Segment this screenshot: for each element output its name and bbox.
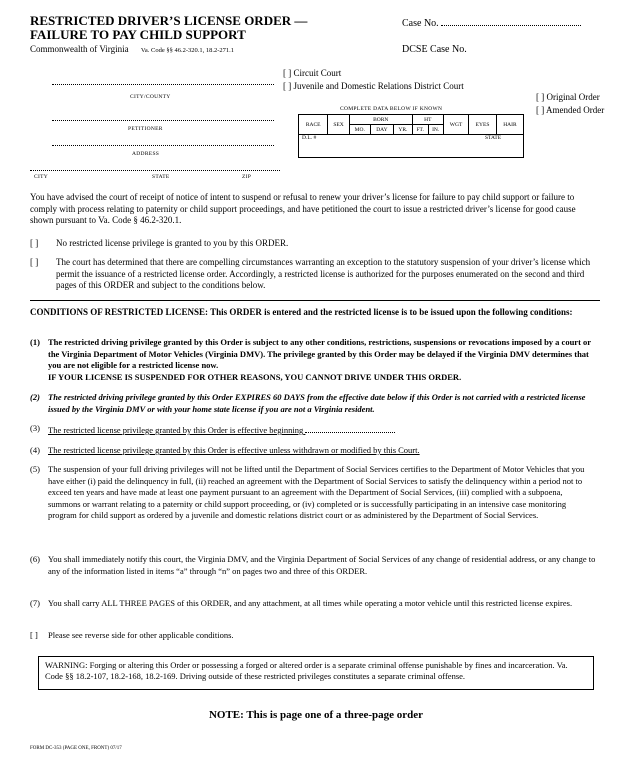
- intro-paragraph: You have advised the court of receipt of notice of intent to suspend or refusal to renew your driver’s license for failure to pay child support or failure to comply with process relating to paternity or child support proceedings, and have petitioned the court to issue a restricted driver’s license for good cause shown pursuant to Va. Code § 46.2-320.1.: [30, 192, 576, 225]
- condition-6-text: You shall immediately notify this court, the Virginia DMV, and the Virginia Department of Social Services of any change of residential address, or any change to any of the information listed in items “a” through “n” on pages two and three of this ORDER.: [48, 554, 596, 576]
- col-wgt: WGT: [443, 115, 468, 135]
- condition-3-text: The restricted license privilege granted by this Order is effective beginning: [48, 425, 304, 435]
- license-granted-checkbox[interactable]: [ ]: [30, 257, 39, 267]
- dcse-case-number-label: DCSE Case No.: [402, 44, 467, 55]
- dl-field[interactable]: [299, 135, 524, 158]
- title-line-1: RESTRICTED DRIVER’S LICENSE ORDER —: [30, 13, 308, 28]
- col-hair: HAIR: [496, 115, 523, 135]
- col-eyes: EYES: [469, 115, 497, 135]
- dl-state-label: STATE: [485, 135, 502, 141]
- demographics-table: [298, 114, 524, 158]
- original-order-label: Original Order: [546, 92, 600, 102]
- condition-1-caps: IF YOUR LICENSE IS SUSPENDED FOR OTHER REASONS, YOU CANNOT DRIVE UNDER THIS ORDER.: [48, 371, 462, 382]
- city-state-zip-field[interactable]: [30, 170, 280, 171]
- sub-mo: MO.: [349, 125, 370, 135]
- case-number-label: Case No.: [402, 18, 439, 29]
- col-race: RACE: [299, 115, 328, 135]
- conditions-heading-rest: This ORDER is entered and the restricted license is to be issued upon the following conditions:: [210, 307, 573, 317]
- condition-1-text: The restricted driving privilege granted by this Order is subject to any other conditions, restrictions, suspensions or revocations imposed by a court or the Virginia Department of Motor Vehicles (Virginia DMV). The privilege granted by this Order may be delayed if the Virginia DMV determines that you are not eligible for a restricted license now.: [48, 337, 591, 370]
- city-county-label: CITY/COUNTY: [130, 94, 171, 100]
- city-county-field[interactable]: [52, 84, 274, 85]
- state-label: STATE: [152, 174, 170, 180]
- sub-ft: FT.: [412, 125, 428, 135]
- col-born: BORN: [349, 115, 412, 125]
- commonwealth-line: [30, 44, 234, 54]
- no-license-option[interactable]: [30, 238, 600, 250]
- conditions-heading: [30, 307, 600, 319]
- address-label: ADDRESS: [132, 151, 160, 157]
- condition-8-text: Please see reverse side for other applicable conditions.: [48, 630, 234, 640]
- petitioner-name-field[interactable]: [52, 120, 274, 121]
- condition-2: (2) The restricted driving privilege granted by this Order EXPIRES 60 DAYS from the effective date below if this Order is not carried with a restricted license issued by the Virginia DMV or with your home state license if you are not a Virginia resident.: [30, 392, 586, 414]
- case-number-row: [402, 16, 581, 29]
- condition-5: (5) The suspension of your full driving privileges will not be lifted until the Department of Social Services certifies to the Department of Motor Vehicles that you have either (i) paid the delinquency in full, (ii) reached an agreement with the Department of Social Services to satisfy the delinquency within a period not to exceed ten years and have made at least one payment pursuant to an agreement with the Department of Social Services, (iii) complied with a subpoena, summons or warrant relating to a paternity or child support proceeding, or (iv) completed or is successfully participating in an intensive case monitoring program for child support as ordered by a juvenile and domestic relations district court or as administered by the Department of Social Services.: [30, 464, 585, 520]
- sub-day: DAY: [370, 125, 393, 135]
- condition-4: (4) The restricted license privilege granted by this Order is effective unless withdrawn or modified by this Court.: [30, 445, 420, 455]
- condition-8: [30, 630, 596, 642]
- effective-date-field[interactable]: [305, 423, 395, 433]
- title-line-2: FAILURE TO PAY CHILD SUPPORT: [30, 27, 246, 42]
- condition-7-text: You shall carry ALL THREE PAGES of this ORDER, and any attachment, at all times while operating a motor vehicle until this restricted license expires.: [48, 598, 573, 608]
- condition-7: (7) You shall carry ALL THREE PAGES of this ORDER, and any attachment, at all times while operating a motor vehicle until this restricted license expires.: [30, 598, 573, 608]
- petitioner-label: PETITIONER: [128, 126, 163, 132]
- form-number: FORM DC-353 (PAGE ONE, FRONT) 07/17: [30, 746, 122, 751]
- case-number-field[interactable]: [441, 16, 581, 26]
- va-code-reference: Va. Code §§ 46.2-320.1, 18.2-271.1: [140, 47, 235, 54]
- circuit-court-option[interactable]: [ ] Circuit Court: [283, 68, 342, 78]
- condition-4-text: The restricted license privilege granted by this Order is effective unless withdrawn or modified by this Court.: [48, 445, 420, 455]
- condition-2-text: The restricted driving privilege granted by this Order EXPIRES 60 DAYS from the effective date below if this Order is not carried with a restricted license issued by the Virginia DMV or with your home state license if you are not a Virginia resident.: [48, 392, 586, 414]
- condition-5-text: The suspension of your full driving privileges will not be lifted until the Department of Social Services certifies to the Department of Motor Vehicles that you have either (i) paid the delinquency in full, (ii) reached an agreement with the Department of Social Services to satisfy the delinquency within a period not to exceed ten years and have made at least one payment pursuant to an agreement with the Department of Social Services, (iii) complied with a subpoena, summons or warrant relating to a paternity or child support proceeding, or (iv) completed or is successfully participating in an intensive case monitoring program for child support as ordered by a juvenile and domestic relations district court or as administered by the Department of Social Services.: [48, 464, 585, 520]
- jdr-court-label: Juvenile and Domestic Relations District Court: [293, 81, 464, 91]
- form-title: [30, 14, 307, 42]
- condition-6: (6) You shall immediately notify this court, the Virginia DMV, and the Virginia Department of Social Services of any change of residential address, or any change to any of the information listed in items “a” through “n” on pages two and three of this ORDER.: [30, 554, 596, 576]
- license-granted-option[interactable]: [30, 257, 600, 292]
- amended-order-option[interactable]: [ ] Amended Order: [536, 105, 605, 115]
- section-divider: [30, 300, 600, 301]
- no-license-checkbox[interactable]: [ ]: [30, 238, 39, 248]
- original-order-option[interactable]: [ ] Original Order: [536, 92, 600, 102]
- sub-in: IN.: [428, 125, 443, 135]
- license-granted-text: The court has determined that there are compelling circumstances warranting an exception to the statutory suspension of your driver’s license which permit the issuance of a restricted license order. Accordingly, a restricted license is authorized for the purposes enumerated on the second and third pages of this ORDER and subject to the conditions below.: [56, 257, 591, 290]
- page-note: NOTE: This is page one of a three-page order: [208, 709, 424, 721]
- address-field[interactable]: [52, 145, 274, 146]
- circuit-court-label: Circuit Court: [293, 68, 342, 78]
- conditions-heading-label: CONDITIONS OF RESTRICTED LICENSE:: [30, 307, 208, 317]
- dcse-case-number-row: [402, 44, 467, 55]
- condition-3: (3) The restricted license privilege granted by this Order is effective beginning: [48, 423, 596, 437]
- condition-8-checkbox[interactable]: [ ]: [30, 630, 38, 640]
- sub-yr: YR.: [394, 125, 413, 135]
- no-license-text: No restricted license privilege is granted to you by this ORDER.: [56, 238, 289, 248]
- commonwealth-label: Commonwealth of Virginia: [30, 44, 129, 54]
- zip-label: ZIP: [242, 174, 252, 180]
- col-ht: HT: [412, 115, 443, 125]
- amended-order-label: Amended Order: [546, 105, 605, 115]
- condition-1: (1) The restricted driving privilege granted by this Order is subject to any other conditions, restrictions, suspensions or revocations imposed by a court or the Virginia Department of Motor Vehicles (Virginia DMV). The privilege granted by this Order may be delayed if the Virginia DMV determines that you are not eligible for a restricted license now. IF YOUR LICENSE IS SUSPENDED FOR OTHER REASONS, YOU CANNOT DRIVE UNDER THIS ORDER.: [48, 337, 596, 383]
- demographics-heading: COMPLETE DATA BELOW IF KNOWN: [340, 106, 443, 112]
- jdr-court-option[interactable]: [ ] Juvenile and Domestic Relations District Court: [283, 81, 464, 91]
- dl-label: D.L. #: [302, 135, 317, 141]
- city-label: CITY: [34, 174, 49, 180]
- col-sex: SEX: [328, 115, 349, 135]
- warning-box: WARNING: Forging or altering this Order or possessing a forged or altered order is a separate criminal offense punishable by fines and incarceration. Va. Code §§ 18.2-107, 18.2-168, 18.2-169. Driving outside of these restricted privileges constitutes a separate criminal offense.: [38, 656, 594, 690]
